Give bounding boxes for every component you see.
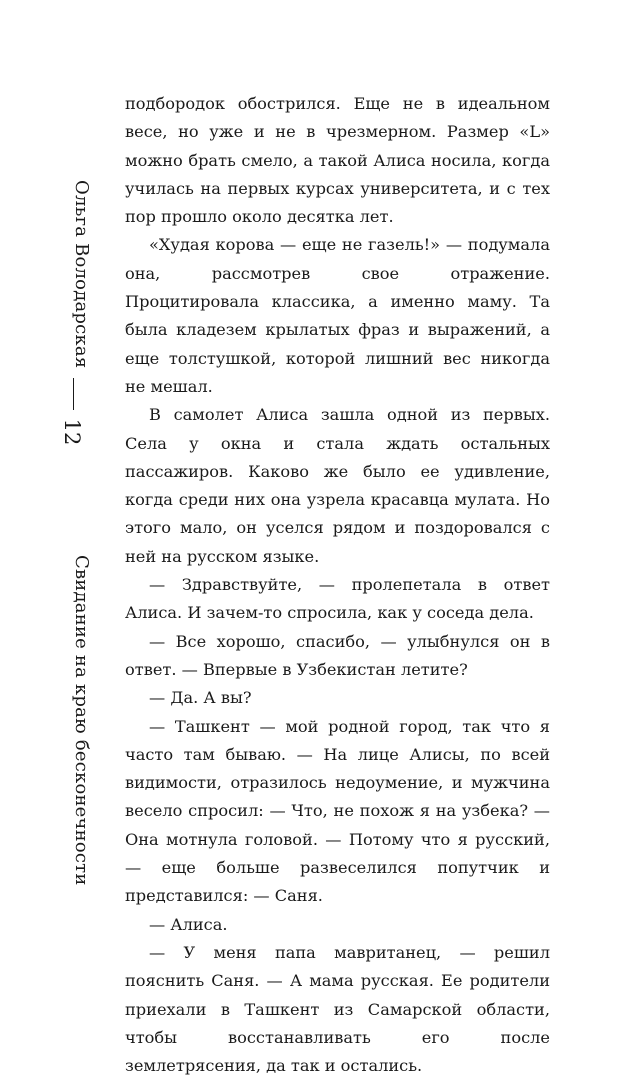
running-head-author: Ольга Володарская <box>71 180 92 369</box>
paragraph-8: — Алиса. <box>149 914 228 934</box>
paragraph-5: — Все хорошо, спасибо, — улыбнулся он в ответ. — Впервые в Узбекистан летите? <box>125 631 550 679</box>
paragraph-6: — Да. А вы? <box>149 688 252 708</box>
page-number: 12 <box>60 418 84 446</box>
paragraph-2: «Худая корова — еще не газель!» — подумала она, рассмотрев свое отражение. Процитировала классика, а именно маму. Та была кладезем крылатых фраз и выражений, а еще толстушкой, которой лишний вес никогда не мешал. <box>125 235 550 396</box>
paragraph-9: — У меня папа мавританец, — решил пояснить Саня. — А мама русская. Ее родители приехали в Ташкент из Самарской области, чтобы восстанавливать его после землетрясения, да так и остались. <box>125 942 550 1076</box>
body-text <box>125 90 550 1080</box>
running-head-title: Свидание на краю бесконечности <box>71 555 92 886</box>
paragraph-1: подбородок обострился. Еще не в идеальном весе, но уже и не в чрезмерном. Размер «L» можно брать смело, а такой Алиса носила, когда училась на первых курсах университета, и с тех пор прошло около десятка лет. <box>125 94 550 227</box>
running-head-divider <box>73 378 74 410</box>
paragraph-3: В самолет Алиса зашла одной из первых. Села у окна и стала ждать остальных пассажиров. Каково же было ее удивление, когда среди них она узрела красавца мулата. Но этого мало, он уселся рядом и поздоровался с ней на русском языке. <box>125 405 550 566</box>
paragraph-4: — Здравствуйте, — пролепетала в ответ Алиса. И зачем-то спросила, как у соседа дела. <box>125 575 550 623</box>
paragraph-7: — Ташкент — мой родной город, так что я часто там бываю. — На лице Алисы, по всей видимости, отразилось недоумение, и мужчина весело спросил: — Что, не похож я на узбека? — Она мотнула головой. — Потому что я русский, — еще больше развеселился попутчик и представился: — Саня. <box>125 716 550 906</box>
